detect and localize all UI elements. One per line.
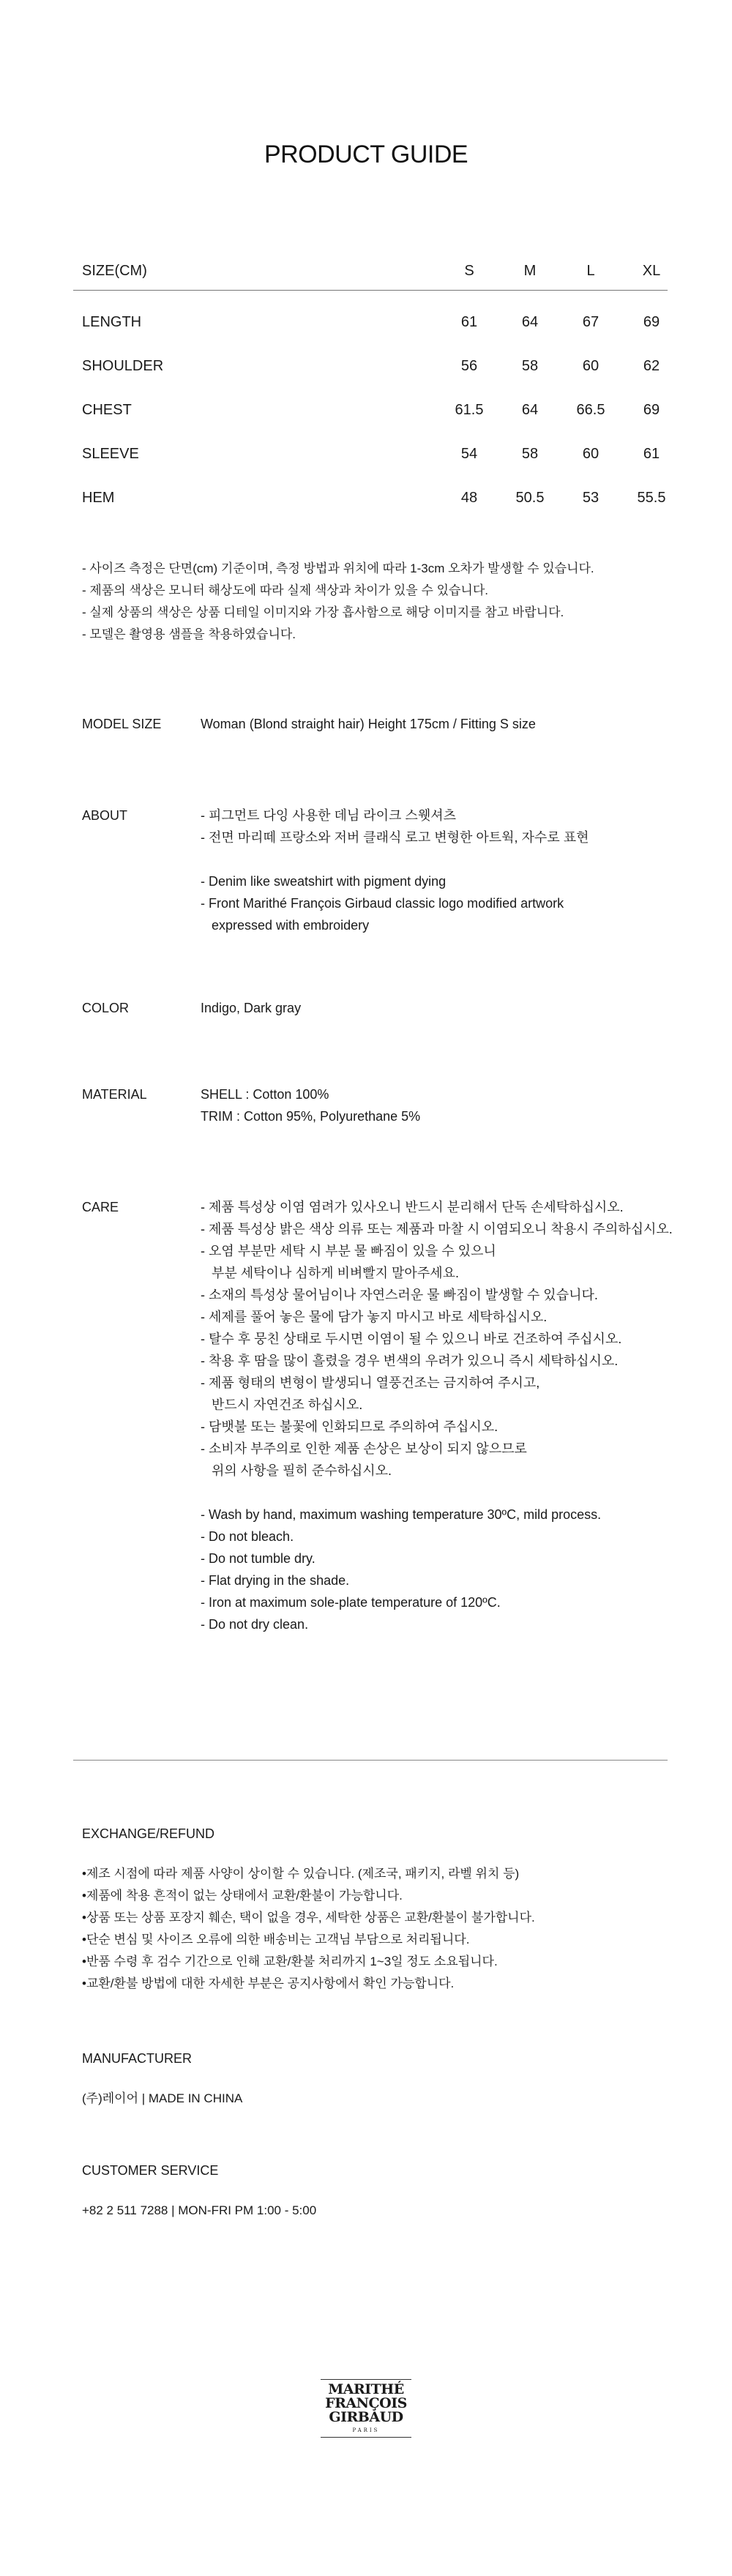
- page-title: PRODUCT GUIDE: [264, 141, 468, 168]
- cell-value: 48: [460, 490, 478, 506]
- cell-value: 55.5: [637, 490, 666, 506]
- material-label: MATERIAL: [82, 1087, 147, 1102]
- exchange-line: •단순 변심 및 사이즈 오류에 의한 배송비는 고객님 부담으로 처리됩니다.: [82, 1933, 470, 1946]
- about-label: ABOUT: [82, 808, 128, 823]
- care-ko-line: - 제품 특성상 이염 염려가 있사오니 반드시 분리해서 단독 손세탁하십시오.: [201, 1200, 624, 1214]
- exchange-line: •반품 수령 후 검수 기간으로 인해 교환/환불 처리까지 1~3일 정도 소요됩니다.: [82, 1955, 498, 1968]
- table-row: [82, 399, 668, 421]
- model-size-value: [201, 713, 684, 735]
- cell-value: 58: [521, 446, 539, 462]
- cell-value: 61.5: [455, 402, 484, 418]
- row-label: CHEST: [82, 402, 132, 418]
- cell-value: 50.5: [515, 490, 545, 506]
- logo-line: FRANÇOIS: [325, 2395, 407, 2411]
- exchange-line: •제조 시점에 따라 제품 사양이 상이할 수 있습니다. (제조국, 패키지, 라벨 위치 등): [82, 1867, 520, 1881]
- material-line: TRIM : Cotton 95%, Polyurethane 5%: [201, 1109, 421, 1124]
- note-line: - 모델은 촬영용 샘플을 착용하였습니다.: [82, 627, 296, 641]
- cell-value: 53: [582, 490, 600, 506]
- cell-value: 64: [521, 314, 539, 330]
- cell-value: 58: [521, 358, 539, 374]
- about-en-line: - Denim like sweatshirt with pigment dying: [201, 874, 447, 889]
- cell-value: 69: [643, 314, 660, 330]
- model-size-text: Woman (Blond straight hair) Height 175cm / Fitting S size: [201, 717, 536, 731]
- care-ko-line: - 착용 후 땀을 많이 흘렸을 경우 변색의 우려가 있으니 즉시 세탁하십시오.: [201, 1354, 619, 1368]
- care-ko-line: - 제품 특성상 밝은 색상 의류 또는 제품과 마찰 시 이염되오니 착용시 주의하십시오.: [201, 1222, 673, 1236]
- cell-value: 60: [582, 358, 600, 374]
- care-en-line: - Flat drying in the shade.: [201, 1573, 350, 1588]
- row-label: SHOULDER: [82, 358, 164, 374]
- note-line: - 제품의 색상은 모니터 해상도에 따라 실제 색상과 차이가 있을 수 있습니다.: [82, 583, 488, 597]
- about-ko-line: - 피그먼트 다잉 사용한 데님 라이크 스웻셔츠: [201, 808, 456, 823]
- care-ko-line: - 제품 형태의 변형이 발생되니 열풍건조는 금지하여 주시고,: [201, 1375, 540, 1390]
- about-value: [201, 804, 684, 936]
- care-ko-line: - 소비자 부주의로 인한 제품 손상은 보상이 되지 않으므로: [201, 1441, 527, 1456]
- material-value: [201, 1083, 684, 1127]
- logo-sub: PARIS: [352, 2427, 380, 2433]
- model-size-label: MODEL SIZE: [82, 717, 162, 731]
- row-label: LENGTH: [82, 314, 142, 330]
- care-ko-line: 위의 사항을 필히 준수하십시오.: [201, 1463, 392, 1478]
- care-en-line: - Wash by hand, maximum washing temperature 30ºC, mild process.: [201, 1507, 602, 1522]
- care-label: CARE: [82, 1200, 119, 1214]
- care-en-line: - Iron at maximum sole-plate temperature of 120ºC.: [201, 1595, 501, 1610]
- brand-logo: [0, 2379, 732, 2438]
- care-ko-line: 반드시 자연건조 하십시오.: [201, 1397, 363, 1412]
- color-label: COLOR: [82, 1001, 130, 1015]
- care-ko-line: - 소재의 특성상 물어님이나 자연스러운 물 빠짐이 발생할 수 있습니다.: [201, 1288, 598, 1302]
- exchange-lines: [82, 1863, 682, 1995]
- care-en-line: - Do not dry clean.: [201, 1617, 309, 1632]
- row-label: SLEEVE: [82, 446, 139, 462]
- about-en-line: expressed with embroidery: [201, 918, 370, 933]
- logo-line: MARITHÉ: [328, 2381, 404, 2397]
- care-en-line: - Do not tumble dry.: [201, 1551, 315, 1566]
- care-value: [201, 1196, 684, 1635]
- about-en-line: - Front Marithé François Girbaud classic logo modified artwork: [201, 896, 564, 911]
- care-ko-line: - 세제를 풀어 놓은 물에 담가 놓지 마시고 바로 세탁하십시오.: [201, 1310, 548, 1324]
- cell-value: 62: [643, 358, 660, 374]
- cell-value: 61: [460, 314, 478, 330]
- table-row: [82, 311, 668, 333]
- size-m-header: M: [523, 263, 537, 279]
- measurement-notes: [82, 558, 668, 646]
- exchange-line: •상품 또는 상품 포장지 훼손, 택이 없을 경우, 세탁한 상품은 교환/환불이 불가합니다.: [82, 1911, 535, 1924]
- exchange-line: •교환/환불 방법에 대한 자세한 부분은 공지사항에서 확인 가능합니다.: [82, 1976, 455, 1990]
- table-row: [82, 355, 668, 377]
- table-header-divider: [73, 290, 668, 291]
- table-row: [82, 443, 668, 465]
- cell-value: 66.5: [576, 402, 605, 418]
- row-label: HEM: [82, 490, 115, 506]
- manufacturer-value: (주)레이어 | MADE IN CHINA: [82, 2091, 243, 2105]
- color-value: [201, 997, 684, 1019]
- note-line: - 사이즈 측정은 단면(cm) 기준이며, 측정 방법과 위치에 따라 1-3cm 오차가 발생할 수 있습니다.: [82, 561, 594, 575]
- exchange-heading: EXCHANGE/REFUND: [82, 1826, 215, 1841]
- care-ko-line: - 오염 부분만 세탁 시 부분 물 빠짐이 있을 수 있으니: [201, 1244, 496, 1258]
- cell-value: 61: [643, 446, 660, 462]
- exchange-line: •제품에 착용 흔적이 없는 상태에서 교환/환불이 가능합니다.: [82, 1889, 403, 1903]
- manufacturer-heading: MANUFACTURER: [82, 2051, 193, 2066]
- color-text: Indigo, Dark gray: [201, 1001, 302, 1015]
- about-ko-line: - 전면 마리떼 프랑소와 저버 클래식 로고 변형한 아트웍, 자수로 표현: [201, 830, 589, 845]
- logo-line: GIRBAUD: [329, 2409, 403, 2425]
- section-divider: [73, 1760, 668, 1761]
- care-ko-line: 부분 세탁이나 심하게 비벼빨지 말아주세요.: [201, 1266, 459, 1280]
- care-ko-line: - 탈수 후 뭉친 상태로 두시면 이염이 될 수 있으니 바로 건조하여 주십시오.: [201, 1332, 622, 1346]
- cell-value: 69: [643, 402, 660, 418]
- care-en-line: - Do not bleach.: [201, 1529, 294, 1544]
- size-xl-header: XL: [642, 263, 661, 279]
- cell-value: 67: [582, 314, 600, 330]
- cell-value: 54: [460, 446, 478, 462]
- size-l-header: L: [586, 263, 595, 279]
- cell-value: 56: [460, 358, 478, 374]
- care-ko-line: - 담뱃불 또는 불꽃에 인화되므로 주의하여 주십시오.: [201, 1419, 498, 1434]
- customer-service-value: +82 2 511 7288 | MON-FRI PM 1:00 - 5:00: [82, 2203, 317, 2217]
- size-s-header: S: [464, 263, 474, 279]
- cell-value: 64: [521, 402, 539, 418]
- customer-service-heading: CUSTOMER SERVICE: [82, 2163, 219, 2178]
- size-table-header: [82, 260, 668, 282]
- material-line: SHELL : Cotton 100%: [201, 1087, 329, 1102]
- cell-value: 60: [582, 446, 600, 462]
- note-line: - 실제 상품의 색상은 상품 디테일 이미지와 가장 흡사함으로 해당 이미지를 참고 바랍니다.: [82, 605, 564, 619]
- table-row: [82, 487, 668, 509]
- size-header-label: SIZE(CM): [82, 263, 147, 279]
